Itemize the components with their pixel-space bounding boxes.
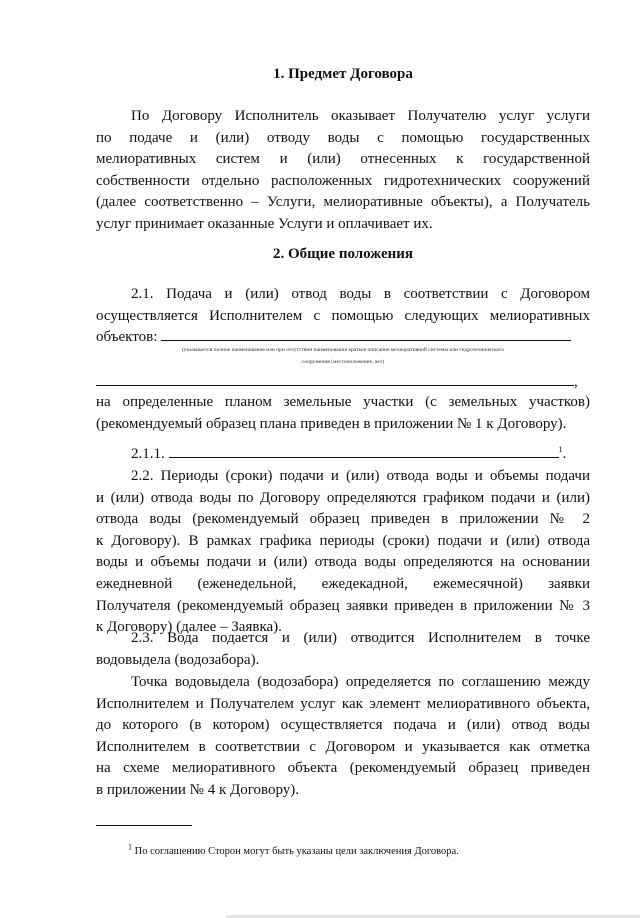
text-line bbox=[96, 192, 590, 214]
line-text: 2.2. Периоды (сроки) подачи и (или) отвода воды и объемы подачи bbox=[131, 468, 590, 484]
line-text: ежедневной (еженедельной, ежедекадной, ежемесячной) заявки bbox=[96, 575, 590, 592]
text-line bbox=[96, 171, 590, 193]
text-line bbox=[96, 596, 590, 618]
text-line bbox=[96, 149, 590, 171]
text-line bbox=[96, 780, 590, 802]
line-text: до которого (в котором) осуществляется подача и (или) отвод воды bbox=[96, 717, 590, 734]
text-line: 2.1. Подача и (или) отвод воды в соответствии с Договором bbox=[131, 286, 590, 302]
line-text: (рекомендуемый образец плана приведен в приложении № 1 к Договору). bbox=[96, 415, 567, 432]
line-text: Исполнителем в соответствии с Договором и указывается как отметка bbox=[96, 738, 590, 755]
objects-continuation-line bbox=[96, 375, 590, 390]
text-line bbox=[96, 574, 590, 596]
line-text: Точка водовыдела (водозабора) определяется по соглашению между bbox=[131, 674, 590, 690]
text-line bbox=[96, 672, 590, 694]
paragraph-2-1-cont bbox=[96, 392, 590, 435]
text-line bbox=[96, 488, 590, 510]
line-text: к Договору). В рамках графика периоды (сроки) подачи и (или) отвода bbox=[96, 532, 590, 549]
line-text: по подаче и (или) отводу воды с помощью государственных bbox=[96, 129, 590, 146]
text-line bbox=[96, 106, 590, 128]
line-text: на определенные планом земельные участки (с земельных участков) bbox=[96, 394, 590, 410]
line-text: Получателя (рекомендуемый образец заявки приведен в приложении № 3 bbox=[96, 597, 590, 614]
footnote-separator bbox=[96, 825, 192, 826]
section-2-heading: 2. Общие положения bbox=[272, 246, 414, 262]
text-line bbox=[96, 214, 590, 236]
paragraph-2-3 bbox=[96, 628, 590, 671]
item-2-1-1-fill-field[interactable] bbox=[169, 456, 559, 458]
hint-line: (указывается полное наименование или при отсутствии наименования краткое описание мелиоративной системы или гидротехнического bbox=[181, 347, 505, 353]
line-text: к Договору) (далее – Заявка). bbox=[96, 619, 282, 636]
line-text: По Договору Исполнитель оказывает Получателю услуг услуги bbox=[131, 108, 590, 124]
text-line bbox=[96, 509, 590, 531]
text-line bbox=[96, 531, 590, 553]
section-1-heading: 1. Предмет Договора bbox=[273, 66, 413, 82]
line-text: в приложении № 4 к Договору). bbox=[96, 781, 300, 798]
footnote bbox=[128, 842, 459, 857]
objects-field-hint bbox=[96, 346, 590, 366]
line-text: водовыдела (водозабора). bbox=[96, 651, 260, 668]
text-line bbox=[96, 128, 590, 150]
paragraph-2-3-cont bbox=[96, 672, 590, 802]
text-line bbox=[96, 628, 590, 650]
text-line bbox=[96, 758, 590, 780]
objects-fill-field-2[interactable] bbox=[96, 384, 574, 386]
text-line bbox=[96, 650, 590, 672]
text-line bbox=[96, 466, 590, 488]
line-text: услуг принимает оказанные Услуги и оплачивает их. bbox=[96, 215, 433, 232]
text-line: объектов: bbox=[96, 329, 158, 346]
line-text: воды и объемы подачи и (или) отвода воды определяются на основании bbox=[96, 554, 590, 571]
line-text: (далее соответственно – Услуги, мелиоративные объекты), а Получатель bbox=[96, 194, 590, 211]
line-text: отвода воды (рекомендуемый образец приведен в приложении № 2 bbox=[96, 511, 590, 528]
section-1-paragraph bbox=[96, 106, 590, 236]
comma: , bbox=[574, 374, 578, 390]
paragraph-2-2 bbox=[96, 466, 590, 639]
period: . bbox=[562, 446, 567, 462]
line-text: и (или) отвода воды по Договору определяются графиком подачи и (или) bbox=[96, 489, 590, 506]
text-line bbox=[96, 715, 590, 737]
text-line: осуществляется Исполнителем с помощью следующих мелиоративных bbox=[96, 307, 590, 324]
text-line bbox=[96, 552, 590, 574]
paragraph-2-1-1 bbox=[96, 444, 590, 466]
line-text: на схеме мелиоративного объекта (рекомендуемый образец приведен bbox=[96, 760, 590, 777]
text-line bbox=[96, 694, 590, 716]
hint-line: сооружения (местоположение, акт) bbox=[301, 359, 385, 365]
line-text: мелиоративных систем и (или) отнесенных к государственной bbox=[96, 151, 590, 168]
footnote-text: По соглашению Сторон могут быть указаны цели заключения Договора. bbox=[134, 846, 459, 857]
text-line bbox=[96, 414, 590, 436]
item-2-1-1-line bbox=[96, 444, 590, 466]
text-line bbox=[96, 392, 590, 414]
item-label: 2.1.1. bbox=[131, 446, 165, 462]
line-text: собственности отдельно расположенных гидротехнических сооружений bbox=[96, 172, 590, 189]
footnote-mark: 1 bbox=[128, 842, 132, 852]
text-line bbox=[96, 737, 590, 759]
objects-fill-field[interactable] bbox=[161, 339, 571, 341]
footnote-reference[interactable]: 1 bbox=[558, 445, 563, 454]
paragraph-2-1 bbox=[96, 284, 590, 349]
line-text: Исполнителем и Получателем услуг как элемент мелиоративного объекта, bbox=[96, 695, 590, 712]
line-text: 2.3. Вода подается и (или) отводится Исполнителем в точке bbox=[131, 630, 590, 646]
